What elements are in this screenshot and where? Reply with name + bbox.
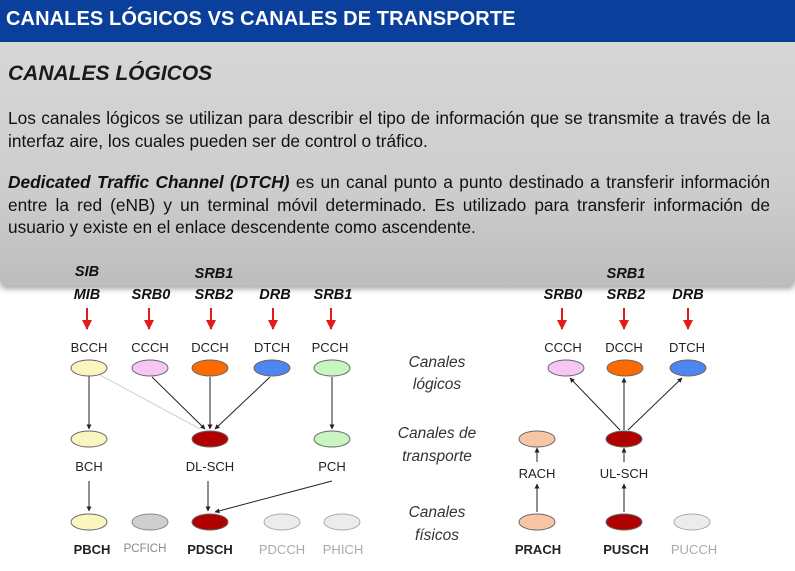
pbch-label: PBCH (73, 542, 111, 557)
ulsch-label: UL-SCH (599, 466, 649, 481)
dcch-node (192, 360, 228, 376)
physical-layer-label-line1: Canales (408, 504, 466, 521)
transport-layer-label-line2: transporte (402, 448, 472, 465)
bcch-dlsch-link (100, 375, 200, 429)
title-bar (0, 0, 795, 42)
pdsch-label: PDSCH (187, 542, 233, 557)
bch-label: BCH (75, 459, 103, 474)
dl-bearer-3-line1: SRB1 (194, 266, 234, 282)
dl-bearer-5-line2: SRB1 (313, 287, 353, 303)
dtch-node (254, 360, 290, 376)
pcfich-label: PCFICH (123, 543, 167, 555)
pch-pdsch-link (215, 481, 332, 512)
pusch-label: PUSCH (603, 542, 649, 557)
dl-bearer-2-line2: SRB0 (131, 287, 171, 303)
dlsch-node (192, 431, 228, 447)
pcch-node (314, 360, 350, 376)
ul-ccch-node (548, 360, 584, 376)
prach-node (519, 514, 555, 530)
pusch-node (606, 514, 642, 530)
intro-paragraph: Los canales lógicos se utilizan para describir el tipo de información que se transmite a través de la interfaz aire, los cuales pueden ser de control o tráfico. (8, 108, 770, 151)
ul-bearer-1-line2: SRB0 (543, 287, 583, 303)
pdsch-node (192, 514, 228, 530)
logical-layer-label-line1: Canales (408, 354, 466, 371)
pdcch-label: PDCCH (258, 542, 306, 557)
dtch-description: es un canal punto a punto destinado a transferir información entre la red (eNB) y un terminal móvil determinado. Es utilizado para transferir información de usuario y existe en el enlace descendente como ascendente. (8, 172, 770, 237)
dcch-label: DCCH (191, 340, 229, 355)
dl-bearer-1-line1: SIB (74, 264, 100, 280)
pcch-label: PCCH (311, 340, 349, 355)
ul-bearer-3-line2: DRB (672, 287, 704, 303)
dl-bearer-4-line2: DRB (259, 287, 291, 303)
bcch-node (71, 360, 107, 376)
ul-dcch-node (607, 360, 643, 376)
pbch-node (71, 514, 107, 530)
pdcch-node (264, 514, 300, 530)
channel-mapping-diagram (0, 255, 795, 571)
ccch-label: CCCH (131, 340, 169, 355)
ulsch-node (606, 431, 642, 447)
rach-label: RACH (518, 466, 556, 481)
ccch-dlsch-link (152, 377, 205, 429)
physical-layer-label-line2: físicos (415, 527, 459, 544)
dlsch-label: DL-SCH (185, 459, 235, 474)
dtch-paragraph (8, 171, 770, 239)
bcch-label: BCCH (70, 340, 108, 355)
pucch-label: PUCCH (670, 542, 718, 557)
ulsch-dtch-link (628, 378, 682, 430)
pch-node (314, 431, 350, 447)
phich-node (324, 514, 360, 530)
dtch-term: Dedicated Traffic Channel (DTCH) (8, 172, 290, 192)
pcfich-node (132, 514, 168, 530)
ul-dtch-node (670, 360, 706, 376)
ul-bearer-2-line1: SRB1 (606, 266, 646, 282)
pucch-node (674, 514, 710, 530)
bch-node (71, 431, 107, 447)
logical-layer-label-line2: lógicos (412, 376, 462, 393)
ccch-node (132, 360, 168, 376)
dl-bearer-1-line2: MIB (73, 287, 101, 303)
prach-label: PRACH (514, 542, 562, 557)
transport-layer-label-line1: Canales de (397, 425, 477, 442)
ulsch-ccch-link (570, 378, 620, 430)
dtch-label: DTCH (253, 340, 291, 355)
content-panel (0, 42, 795, 286)
slide-title: CANALES LÓGICOS VS CANALES DE TRANSPORTE (6, 8, 516, 30)
dl-bearer-3-line2: SRB2 (194, 287, 234, 303)
phich-label: PHICH (322, 542, 364, 557)
ul-dtch-label: DTCH (668, 340, 706, 355)
ul-ccch-label: CCCH (544, 340, 582, 355)
pch-label: PCH (318, 459, 346, 474)
dtch-dlsch-link (215, 377, 270, 429)
ul-bearer-2-line2: SRB2 (606, 287, 646, 303)
rach-node (519, 431, 555, 447)
section-title: CANALES LÓGICOS (8, 62, 213, 85)
ul-dcch-label: DCCH (605, 340, 643, 355)
